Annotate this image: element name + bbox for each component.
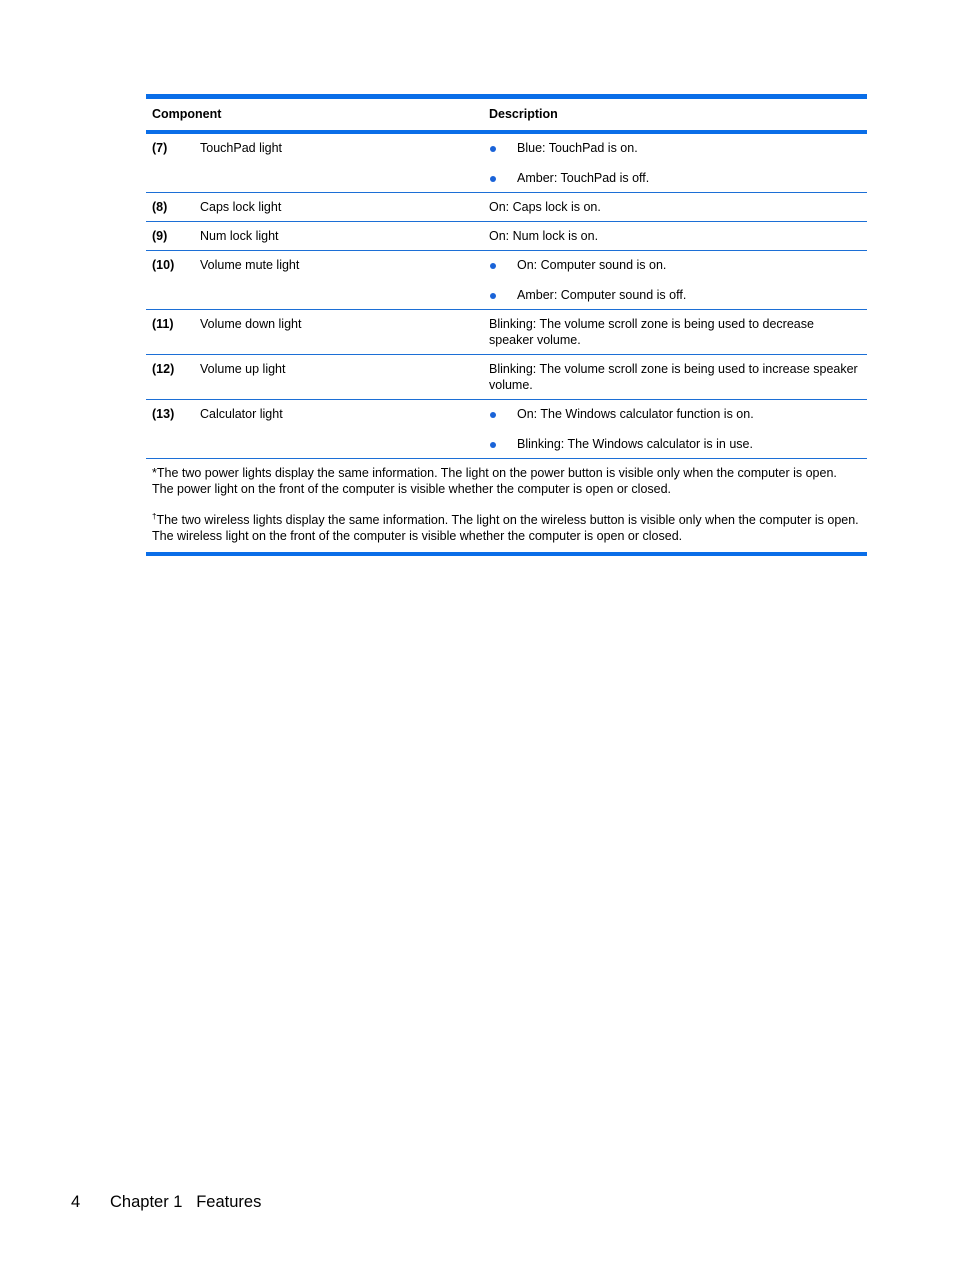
component-name: Caps lock light xyxy=(194,193,482,222)
table-row xyxy=(146,193,867,222)
description-column-header: Description xyxy=(482,99,867,132)
component-number: (8) xyxy=(146,193,194,222)
table-row xyxy=(146,400,867,459)
component-name: Volume down light xyxy=(194,310,482,355)
table-row xyxy=(146,251,867,310)
description-bullet-list xyxy=(489,406,861,452)
bullet-text: On: Computer sound is on. xyxy=(517,258,667,272)
component-name: Volume mute light xyxy=(194,251,482,310)
component-number: (11) xyxy=(146,310,194,355)
footnotes-cell xyxy=(146,459,867,553)
bullet-icon xyxy=(490,412,496,418)
wireless-footnote xyxy=(152,512,861,544)
component-description xyxy=(482,132,867,193)
list-item xyxy=(489,257,861,273)
list-item xyxy=(489,406,861,422)
list-item xyxy=(489,170,861,186)
component-name: Num lock light xyxy=(194,222,482,251)
page-number: 4 xyxy=(71,1193,81,1211)
component-number: (7) xyxy=(146,132,194,193)
component-name: TouchPad light xyxy=(194,132,482,193)
table-row xyxy=(146,310,867,355)
component-column-header: Component xyxy=(146,99,482,132)
page-footer xyxy=(71,1193,261,1212)
list-item xyxy=(489,287,861,303)
component-number: (9) xyxy=(146,222,194,251)
bullet-text: Blue: TouchPad is on. xyxy=(517,141,638,155)
bullet-icon xyxy=(490,146,496,152)
component-description: Blinking: The volume scroll zone is being used to decrease speaker volume. xyxy=(482,310,867,355)
bullet-text: On: The Windows calculator function is on. xyxy=(517,407,754,421)
components-table xyxy=(146,99,867,552)
chapter-title: Chapter 1 Features xyxy=(110,1193,262,1211)
bullet-text: Amber: Computer sound is off. xyxy=(517,288,687,302)
bullet-icon xyxy=(490,176,496,182)
table-header-row xyxy=(146,99,867,132)
component-description: On: Num lock is on. xyxy=(482,222,867,251)
list-item xyxy=(489,140,861,156)
bullet-icon xyxy=(490,263,496,269)
footnotes-row xyxy=(146,459,867,553)
component-name: Volume up light xyxy=(194,355,482,400)
bullet-text: Blinking: The Windows calculator is in use. xyxy=(517,437,753,451)
bullet-icon xyxy=(490,442,496,448)
component-description: On: Caps lock is on. xyxy=(482,193,867,222)
table-row xyxy=(146,222,867,251)
component-number: (13) xyxy=(146,400,194,459)
component-name: Calculator light xyxy=(194,400,482,459)
table-row xyxy=(146,355,867,400)
dagger-mark: † xyxy=(152,512,157,521)
component-number: (12) xyxy=(146,355,194,400)
bullet-icon xyxy=(490,293,496,299)
component-description xyxy=(482,251,867,310)
bullet-text: Amber: TouchPad is off. xyxy=(517,171,650,185)
table-row xyxy=(146,132,867,193)
wireless-footnote-text: The two wireless lights display the same information. The light on the wireless button is visible only when the computer is open. The wireless light on the front of the computer is visible whether the computer is open or closed. xyxy=(152,513,859,543)
description-bullet-list xyxy=(489,257,861,303)
component-number: (10) xyxy=(146,251,194,310)
component-description: Blinking: The volume scroll zone is being used to increase speaker volume. xyxy=(482,355,867,400)
component-description xyxy=(482,400,867,459)
components-table-frame xyxy=(146,94,867,556)
description-bullet-list xyxy=(489,140,861,186)
list-item xyxy=(489,436,861,452)
power-footnote: *The two power lights display the same information. The light on the power button is visible only when the computer is open. The power light on the front of the computer is visible whether the computer is open or closed. xyxy=(152,466,837,496)
